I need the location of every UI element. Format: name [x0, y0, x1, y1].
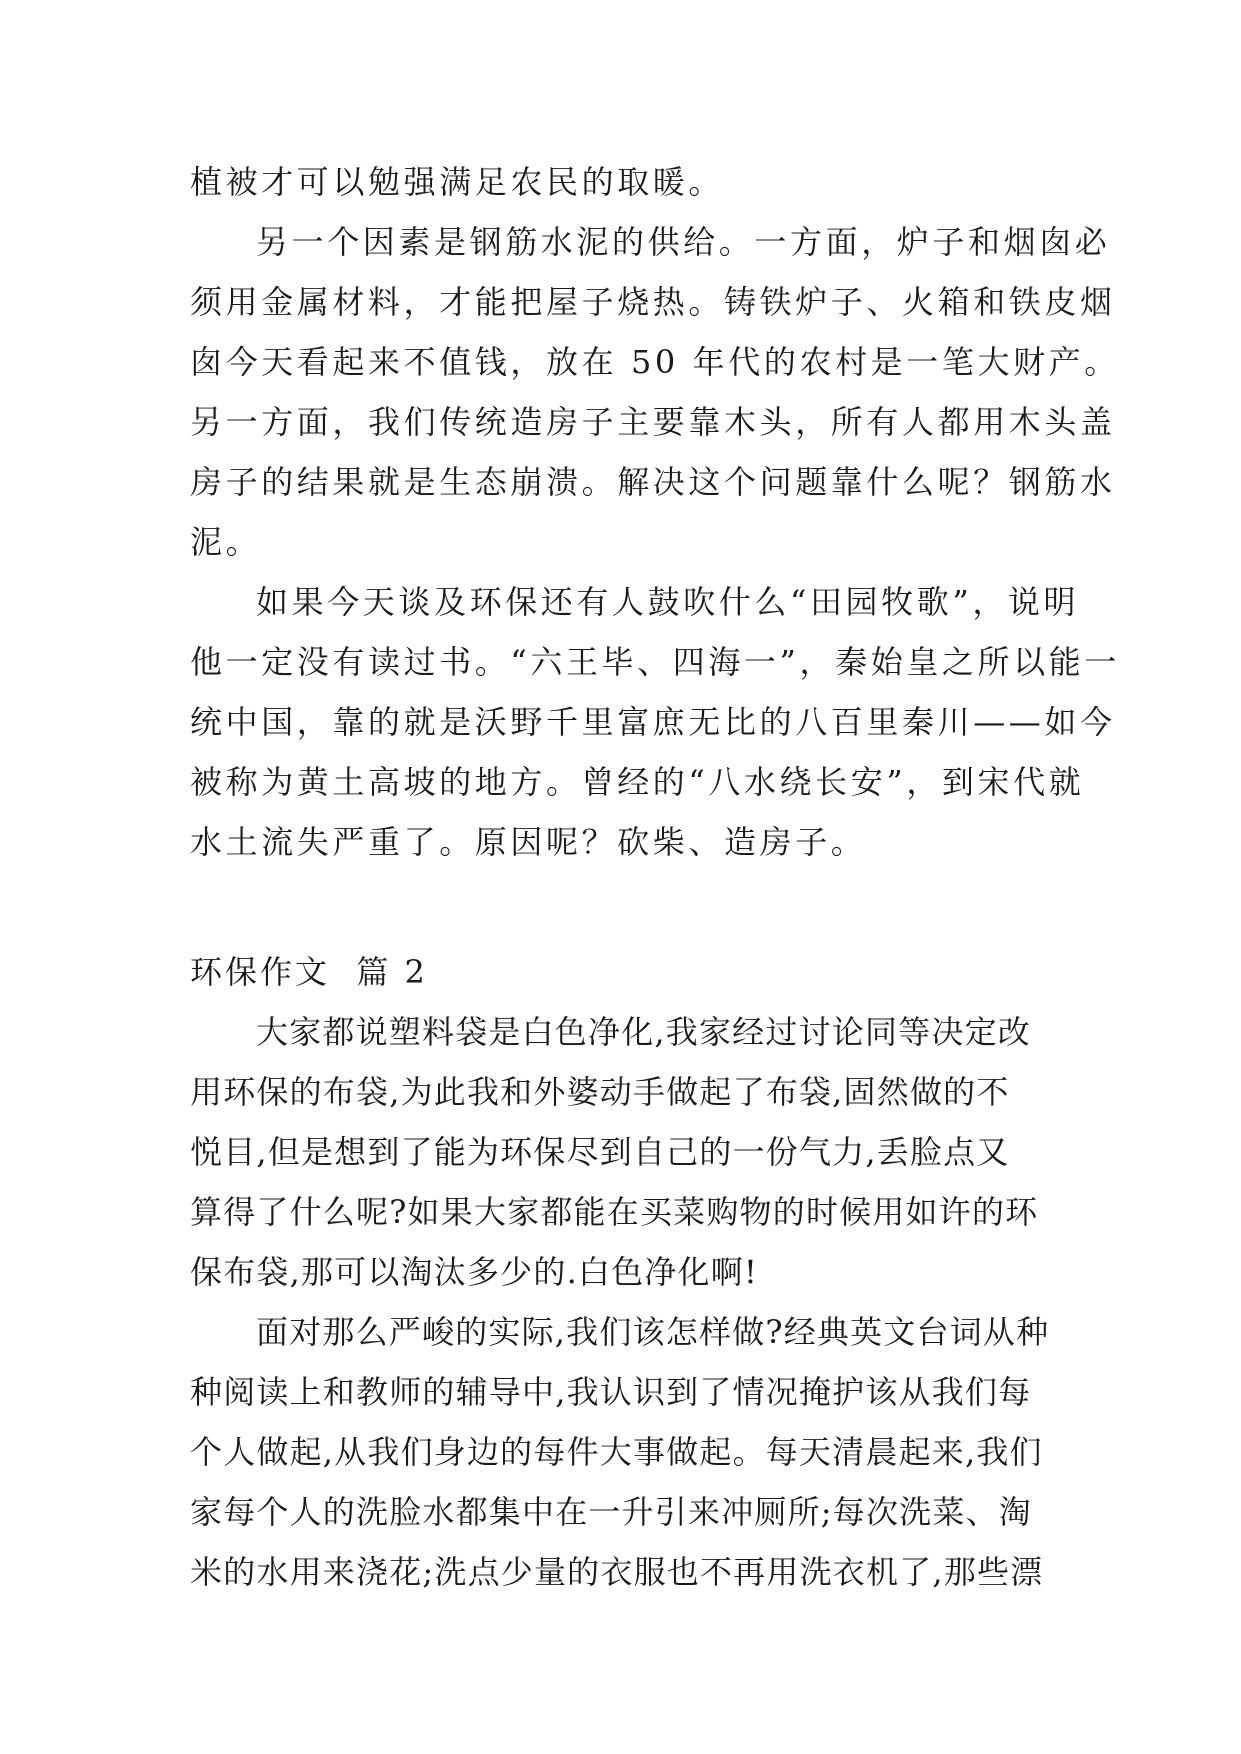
text-line: 泥。: [190, 523, 262, 561]
text-line: 如果今天谈及环保还有人鼓吹什么“田园牧歌”，说明: [256, 583, 1080, 621]
text-line: 算得了什么呢?如果大家都能在买菜购物的时候用如许的环: [190, 1193, 1039, 1231]
paragraph-water-saving: [190, 1302, 1052, 1602]
section-heading: 环保作文 篇 2: [190, 953, 428, 991]
text-line: 统中国，靠的就是沃野千里富庶无比的八百里秦川——如今: [190, 703, 1116, 741]
text-line: 须用金属材料，才能把屋子烧热。铸铁炉子、火箱和铁皮烟: [190, 283, 1116, 321]
document-body: [190, 152, 1120, 1602]
text-line: 大家都说塑料袋是白色净化,我家经过讨论同等决定改: [256, 1013, 1031, 1051]
text-line: 米的水用来浇花;洗点少量的衣服也不再用洗衣机了,那些漂: [190, 1553, 1044, 1591]
paragraph-continued: [190, 152, 1052, 212]
text-line: 囱今天看起来不值钱，放在 50 年代的农村是一笔大财产。: [190, 343, 1120, 381]
paragraph-pastoral: [190, 572, 1120, 872]
text-line: 房子的结果就是生态崩溃。解决这个问题靠什么呢？钢筋水: [190, 463, 1116, 501]
text-line: 面对那么严峻的实际,我们该怎样做?经典英文台词从种: [256, 1313, 1050, 1351]
paragraph-steel-cement: [190, 212, 1120, 572]
text-line: 个人做起,从我们身边的每件大事做起。每天清晨起来,我们: [190, 1433, 1043, 1471]
text-line: 家每个人的洗脸水都集中在一升引来冲厕所;每次洗菜、淘: [190, 1493, 1032, 1531]
text-line: 保布袋,那可以淘汰多少的.白色净化啊!: [190, 1253, 759, 1291]
section-gap: [190, 872, 1052, 942]
text-line: 被称为黄土高坡的地方。曾经的“八水绕长安”，到宋代就: [190, 763, 1085, 801]
text-line: 植被才可以勉强满足农民的取暖。: [190, 163, 725, 201]
text-line: 悦目,但是想到了能为环保尽到自己的一份气力,丢脸点又: [190, 1133, 1010, 1171]
text-line: 用环保的布袋,为此我和外婆动手做起了布袋,固然做的不: [190, 1073, 1010, 1111]
paragraph-plastic-bags: [190, 1002, 1052, 1302]
text-line: 水土流失严重了。原因呢？砍柴、造房子。: [190, 823, 867, 861]
text-line: 种阅读上和教师的辅导中,我认识到了情况掩护该从我们每: [190, 1373, 1032, 1411]
text-line: 他一定没有读过书。“六王毕、四海一”，秦始皇之所以能一: [190, 643, 1120, 681]
text-line: 另一个因素是钢筋水泥的供给。一方面，炉子和烟囱必: [256, 223, 1111, 261]
text-line: 另一方面，我们传统造房子主要靠木头，所有人都用木头盖: [190, 403, 1116, 441]
